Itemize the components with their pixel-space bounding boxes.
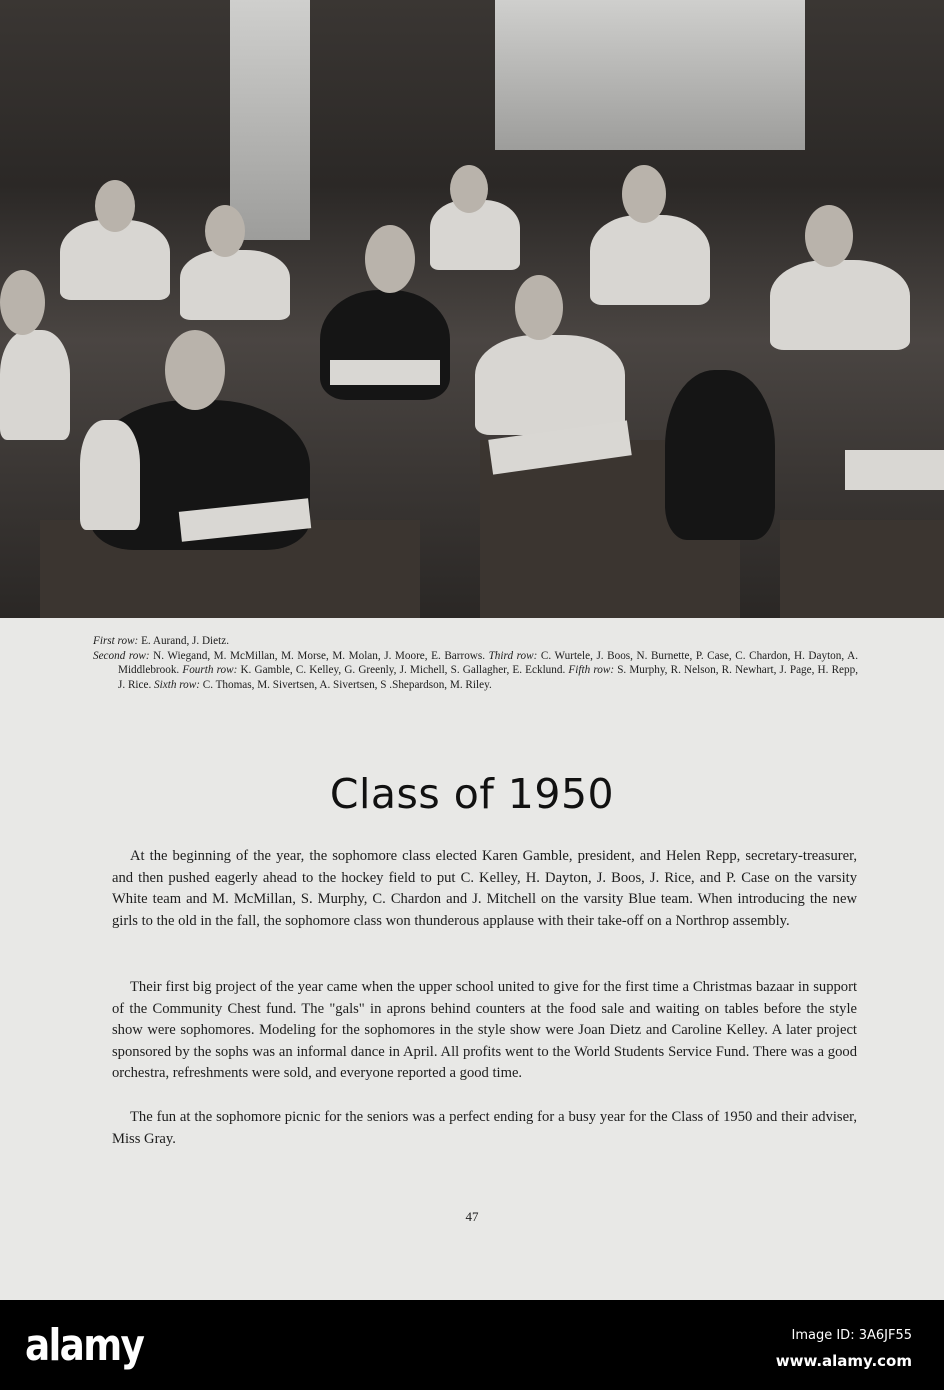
page-number: 47: [465, 1209, 479, 1224]
body-paragraph: Their first big project of the year came when the upper school united to give for the first time a Christmas bazaar in support of the Community Chest fund. The "gals" in aprons behind counters at the food sale and waiting on tables before the style show were sophomores. Modeling for the sophomores in the style show were Joan Dietz and Caroline Kelley. A later project sponsored by the sophs was an informal dance in April. All profits went to the World Students Service Fund. There was a good orchestra, refreshments were sold, and everyone reported a good time.: [112, 979, 857, 1082]
book: [845, 450, 944, 490]
body-paragraph: The fun at the sophomore picnic for the seniors was a perfect ending for a busy year for the Class of 1950 and their adviser, Miss Gray.: [112, 1109, 857, 1147]
row-label: Second row:: [93, 649, 150, 662]
row-label: Fifth row:: [568, 664, 615, 676]
student: [60, 220, 170, 300]
classroom-photo: [0, 0, 944, 618]
row-names: E. Aurand, J. Dietz.: [138, 635, 230, 647]
row-names: N. Wiegand, M. McMillan, M. Morse, M. Molan, J. Moore, E. Barrows.: [149, 649, 489, 662]
window-curtain: [230, 0, 310, 240]
row-names: C. Wurtele, J. Boos, N. Burnette, P. Case, C. Chardon, H. Dayton, A. Middlebrook.: [118, 649, 858, 676]
student: [475, 335, 625, 435]
student: [622, 165, 666, 223]
row-label: Fourth row:: [182, 664, 238, 676]
student: [80, 420, 140, 530]
row-label: Sixth row:: [154, 678, 200, 691]
student: [365, 225, 415, 293]
row-label: Third row:: [488, 649, 538, 662]
student: [0, 330, 70, 440]
row-names: C. Thomas, M. Sivertsen, A. Sivertsen, S .Shepardson, M. Riley.: [199, 678, 492, 691]
row-names: K. Gamble, C. Kelley, G. Greenly, J. Michell, S. Gallagher, E. Ecklund.: [237, 664, 569, 676]
photo-caption: [93, 634, 858, 692]
student: [770, 260, 910, 350]
row-label: First row:: [93, 635, 139, 647]
student: [450, 165, 488, 213]
site-link[interactable]: www.alamy.com: [775, 1352, 912, 1370]
alamy-logo: alamy: [25, 1320, 144, 1371]
desk: [780, 520, 944, 618]
book: [330, 360, 440, 385]
student: [180, 250, 290, 320]
student: [665, 370, 775, 540]
row-names: S. Murphy, R. Nelson, R. Newhart, J. Page, H. Repp, J. Rice.: [118, 664, 858, 691]
window: [495, 0, 805, 150]
student: [515, 275, 563, 340]
student: [0, 270, 45, 335]
image-id: Image ID: 3A6JF55: [791, 1328, 912, 1343]
student: [805, 205, 853, 267]
student: [590, 215, 710, 305]
body-paragraph: At the beginning of the year, the sophomore class elected Karen Gamble, president, and Helen Repp, secretary-treasurer, and then pushed eagerly ahead to the hockey field to put C. Kelley, H. Dayton, J. Boos, J. Rice, and P. Case on the varsity White team and M. McMillan, S. Murphy, C. Chardon and J. Mitchell on the varsity Blue team. When introducing the new girls to the old in the fall, the sophomore class won thunderous applause with their take-off on a Northrop assembly.: [112, 848, 857, 929]
page-title: Class of 1950: [329, 770, 615, 818]
student: [165, 330, 225, 410]
watermark-footer: [0, 1300, 944, 1390]
student: [95, 180, 135, 232]
student: [205, 205, 245, 257]
